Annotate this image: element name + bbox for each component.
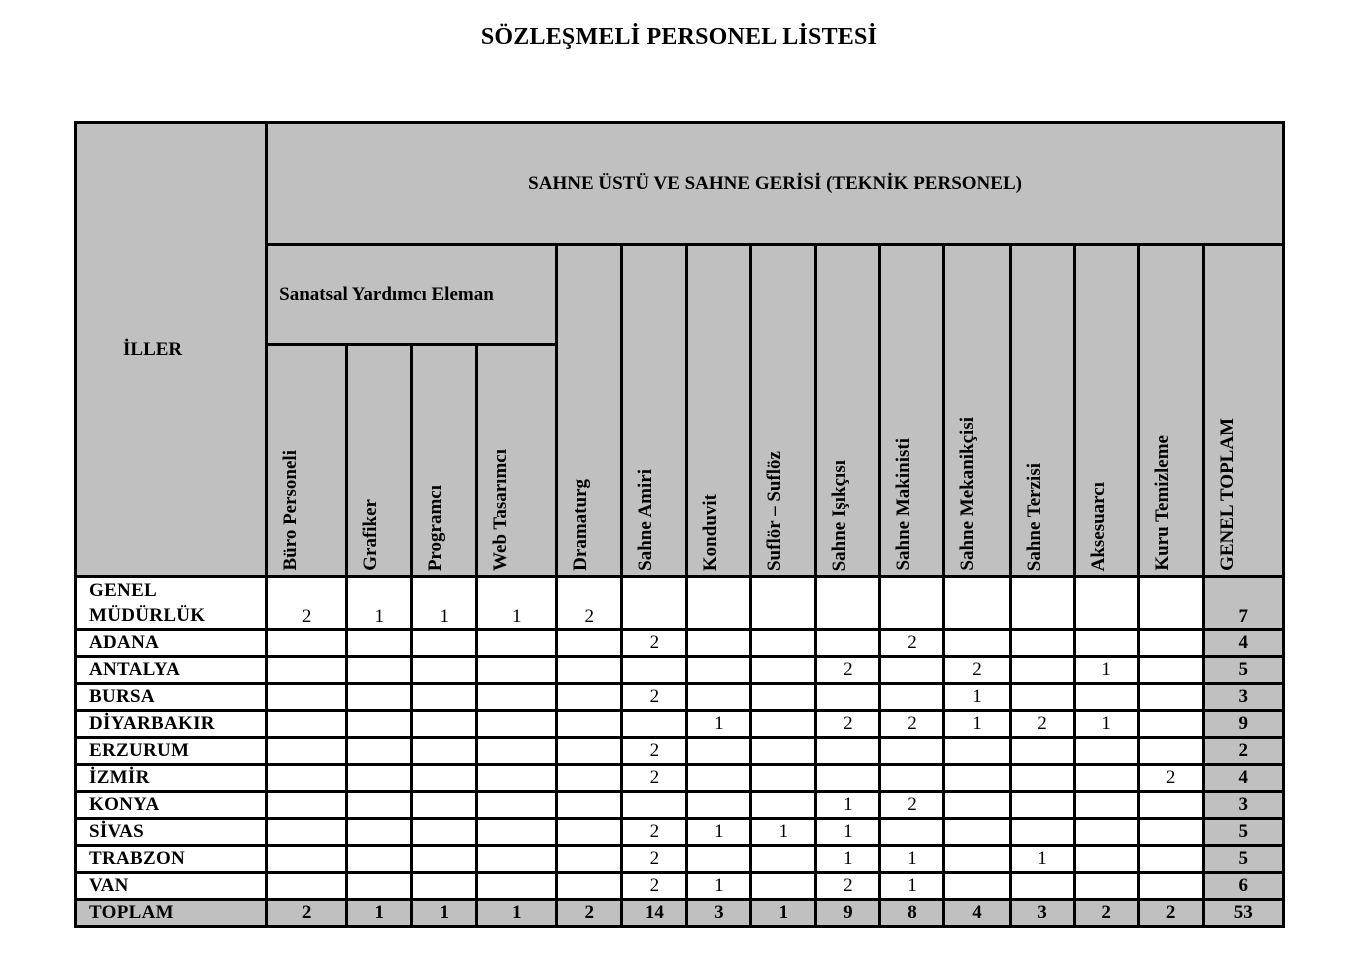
value-cell (1074, 738, 1138, 765)
value-cell (412, 846, 477, 873)
value-cell (267, 846, 347, 873)
value-cell (557, 792, 622, 819)
column-total-cell: 8 (880, 900, 944, 927)
value-cell (267, 792, 347, 819)
value-cell (816, 738, 880, 765)
value-cell (816, 630, 880, 657)
value-cell: 2 (267, 577, 347, 630)
column-total-cell: 2 (1074, 900, 1138, 927)
column-header-label: Kuru Temizleme (1151, 435, 1173, 571)
value-cell (477, 846, 557, 873)
value-cell (347, 846, 412, 873)
column-total-cell: 3 (1010, 900, 1074, 927)
province-name: SİVAS (76, 819, 267, 846)
value-cell: 1 (687, 873, 751, 900)
column-header-label: Web Tasarımcı (490, 449, 512, 571)
column-header (347, 345, 412, 577)
value-cell (1138, 873, 1203, 900)
value-cell (1138, 657, 1203, 684)
value-cell: 2 (622, 684, 687, 711)
value-cell (1138, 738, 1203, 765)
value-cell (347, 765, 412, 792)
value-cell (816, 684, 880, 711)
value-cell (816, 765, 880, 792)
value-cell (557, 765, 622, 792)
value-cell: 1 (816, 819, 880, 846)
value-cell (1010, 765, 1074, 792)
value-cell: 2 (622, 873, 687, 900)
value-cell (267, 738, 347, 765)
value-cell (477, 738, 557, 765)
row-total-cell: 3 (1203, 684, 1283, 711)
column-total-cell: 3 (687, 900, 751, 927)
value-cell (944, 738, 1010, 765)
column-header-label: Grafiker (360, 499, 382, 571)
table-row (76, 873, 1284, 900)
value-cell: 1 (751, 819, 816, 846)
value-cell (557, 684, 622, 711)
value-cell: 2 (622, 630, 687, 657)
value-cell (347, 738, 412, 765)
column-header (816, 245, 880, 577)
value-cell (622, 792, 687, 819)
value-cell: 2 (944, 657, 1010, 684)
column-header-label: Sahne Makinisti (893, 438, 915, 571)
value-cell: 1 (1010, 846, 1074, 873)
column-total-cell: 1 (751, 900, 816, 927)
value-cell (412, 657, 477, 684)
value-cell (1138, 819, 1203, 846)
column-header (557, 245, 622, 577)
value-cell (412, 765, 477, 792)
value-cell (687, 657, 751, 684)
value-cell (412, 738, 477, 765)
value-cell (477, 873, 557, 900)
province-name: İZMİR (76, 765, 267, 792)
value-cell: 1 (944, 711, 1010, 738)
value-cell (880, 738, 944, 765)
table-row (76, 711, 1284, 738)
column-total-cell: 14 (622, 900, 687, 927)
value-cell (687, 846, 751, 873)
value-cell (751, 873, 816, 900)
value-cell (1138, 846, 1203, 873)
column-header (412, 345, 477, 577)
row-total-cell: 3 (1203, 792, 1283, 819)
value-cell (267, 711, 347, 738)
value-cell (622, 711, 687, 738)
value-cell: 2 (557, 577, 622, 630)
value-cell (347, 630, 412, 657)
column-header-label: Suflör – Suflöz (764, 450, 786, 571)
column-header-label: Aksesuarcı (1087, 481, 1109, 571)
value-cell (1074, 765, 1138, 792)
table-row (76, 846, 1284, 873)
column-total-cell: 2 (557, 900, 622, 927)
province-name: GENEL MÜDÜRLÜK (76, 577, 267, 630)
value-cell (477, 711, 557, 738)
value-cell (880, 657, 944, 684)
column-header (622, 245, 687, 577)
value-cell (751, 657, 816, 684)
column-total-cell: 4 (944, 900, 1010, 927)
value-cell (412, 684, 477, 711)
value-cell: 1 (412, 577, 477, 630)
value-cell (1010, 792, 1074, 819)
value-cell (347, 711, 412, 738)
column-header-label: Sahne Işıkçısı (829, 459, 851, 571)
value-cell (477, 684, 557, 711)
value-cell: 2 (1010, 711, 1074, 738)
province-name: ANTALYA (76, 657, 267, 684)
value-cell (1010, 657, 1074, 684)
value-cell (1074, 577, 1138, 630)
value-cell (751, 630, 816, 657)
column-header (1138, 245, 1203, 577)
province-name: VAN (76, 873, 267, 900)
value-cell: 1 (1074, 711, 1138, 738)
value-cell (412, 792, 477, 819)
value-cell (1138, 630, 1203, 657)
province-name: TRABZON (76, 846, 267, 873)
value-cell (1010, 738, 1074, 765)
value-cell (1010, 684, 1074, 711)
column-header (751, 245, 816, 577)
value-cell: 1 (687, 819, 751, 846)
value-cell: 2 (816, 873, 880, 900)
value-cell (1074, 630, 1138, 657)
column-header (267, 345, 347, 577)
column-header-label: Sahne Terzisi (1023, 462, 1045, 571)
value-cell (1010, 577, 1074, 630)
value-cell: 1 (944, 684, 1010, 711)
value-cell: 1 (816, 792, 880, 819)
value-cell (267, 819, 347, 846)
value-cell: 1 (816, 846, 880, 873)
province-name: KONYA (76, 792, 267, 819)
table-row (76, 819, 1284, 846)
column-header-label: Sahne Amiri (635, 469, 657, 571)
value-cell: 1 (880, 846, 944, 873)
table-row (76, 630, 1284, 657)
value-cell (944, 846, 1010, 873)
value-cell (557, 630, 622, 657)
value-cell: 1 (477, 577, 557, 630)
row-total-cell: 5 (1203, 657, 1283, 684)
value-cell (751, 846, 816, 873)
value-cell (557, 873, 622, 900)
value-cell (880, 684, 944, 711)
table-row (76, 738, 1284, 765)
value-cell: 2 (622, 765, 687, 792)
value-cell (477, 792, 557, 819)
province-name: ADANA (76, 630, 267, 657)
value-cell (557, 846, 622, 873)
row-total-cell: 2 (1203, 738, 1283, 765)
column-header-label: Büro Personeli (280, 450, 302, 571)
value-cell (1010, 819, 1074, 846)
column-total-cell: 2 (1138, 900, 1203, 927)
page-title: SÖZLEŞMELİ PERSONEL LİSTESİ (480, 24, 878, 50)
value-cell (1138, 711, 1203, 738)
value-cell (687, 577, 751, 630)
value-cell (687, 684, 751, 711)
value-cell (687, 765, 751, 792)
value-cell (557, 657, 622, 684)
column-total-cell: 1 (412, 900, 477, 927)
value-cell (687, 630, 751, 657)
row-total-cell: 4 (1203, 765, 1283, 792)
value-cell (1138, 792, 1203, 819)
value-cell (347, 819, 412, 846)
value-cell (751, 792, 816, 819)
value-cell: 2 (622, 846, 687, 873)
column-header-label: Konduvit (700, 493, 722, 571)
value-cell (622, 577, 687, 630)
column-header (880, 245, 944, 577)
value-cell (347, 657, 412, 684)
column-total-cell: 9 (816, 900, 880, 927)
value-cell (751, 765, 816, 792)
value-cell (477, 630, 557, 657)
value-cell (557, 738, 622, 765)
value-cell (347, 792, 412, 819)
value-cell: 2 (880, 630, 944, 657)
value-cell: 1 (347, 577, 412, 630)
value-cell: 1 (1074, 657, 1138, 684)
value-cell (557, 819, 622, 846)
value-cell (1074, 819, 1138, 846)
value-cell: 2 (880, 711, 944, 738)
value-cell (477, 657, 557, 684)
total-row (76, 900, 1284, 927)
value-cell (267, 657, 347, 684)
value-cell (412, 630, 477, 657)
province-name: BURSA (76, 684, 267, 711)
column-header (1010, 245, 1074, 577)
row-total-cell: 6 (1203, 873, 1283, 900)
value-cell (267, 765, 347, 792)
column-header-label: GENEL TOPLAM (1216, 418, 1238, 571)
technical-staff-header: SAHNE ÜSTÜ VE SAHNE GERİSİ (TEKNİK PERSONEL) (267, 123, 1284, 245)
value-cell (1074, 792, 1138, 819)
value-cell: 1 (880, 873, 944, 900)
genel-toplam-header (1203, 245, 1283, 577)
value-cell (751, 577, 816, 630)
iller-header: İLLER (76, 123, 267, 577)
value-cell (267, 873, 347, 900)
column-header-label: Sahne Mekanikçisi (957, 417, 979, 571)
value-cell (1138, 684, 1203, 711)
column-header (944, 245, 1010, 577)
row-total-cell: 4 (1203, 630, 1283, 657)
column-total-cell: 1 (477, 900, 557, 927)
value-cell (880, 577, 944, 630)
value-cell (412, 873, 477, 900)
column-header-label: Programcı (425, 484, 447, 571)
column-header (687, 245, 751, 577)
value-cell (751, 711, 816, 738)
personnel-table (74, 121, 1285, 928)
value-cell (816, 577, 880, 630)
column-total-cell: 2 (267, 900, 347, 927)
row-total-cell: 5 (1203, 819, 1283, 846)
table-row (76, 684, 1284, 711)
value-cell (477, 819, 557, 846)
value-cell (751, 738, 816, 765)
value-cell: 1 (687, 711, 751, 738)
province-name: ERZURUM (76, 738, 267, 765)
value-cell (1074, 873, 1138, 900)
value-cell (687, 738, 751, 765)
value-cell: 2 (622, 738, 687, 765)
value-cell: 2 (1138, 765, 1203, 792)
value-cell (751, 684, 816, 711)
value-cell (944, 792, 1010, 819)
value-cell: 2 (816, 657, 880, 684)
value-cell (557, 711, 622, 738)
value-cell (347, 873, 412, 900)
value-cell: 2 (880, 792, 944, 819)
value-cell (622, 657, 687, 684)
column-total-cell: 1 (347, 900, 412, 927)
value-cell (1074, 684, 1138, 711)
total-label: TOPLAM (76, 900, 267, 927)
row-total-cell: 9 (1203, 711, 1283, 738)
column-total-cell: 53 (1203, 900, 1283, 927)
row-total-cell: 5 (1203, 846, 1283, 873)
value-cell: 2 (816, 711, 880, 738)
table-row (76, 577, 1284, 630)
value-cell (267, 630, 347, 657)
value-cell (412, 711, 477, 738)
table-row (76, 792, 1284, 819)
value-cell (412, 819, 477, 846)
value-cell (1138, 577, 1203, 630)
value-cell (1010, 873, 1074, 900)
value-cell (880, 819, 944, 846)
value-cell (1010, 630, 1074, 657)
table-row (76, 657, 1284, 684)
value-cell (944, 577, 1010, 630)
value-cell: 2 (622, 819, 687, 846)
value-cell (1074, 846, 1138, 873)
value-cell (944, 765, 1010, 792)
province-name: DİYARBAKIR (76, 711, 267, 738)
value-cell (944, 630, 1010, 657)
value-cell (477, 765, 557, 792)
value-cell (687, 792, 751, 819)
table-row (76, 765, 1284, 792)
column-header (1074, 245, 1138, 577)
column-header (477, 345, 557, 577)
value-cell (347, 684, 412, 711)
column-header-label: Dramaturg (570, 479, 592, 571)
artistic-assistant-group-header: Sanatsal Yardımcı Eleman (267, 245, 557, 345)
value-cell (944, 819, 1010, 846)
value-cell (944, 873, 1010, 900)
row-total-cell: 7 (1203, 577, 1283, 630)
value-cell (880, 765, 944, 792)
value-cell (267, 684, 347, 711)
